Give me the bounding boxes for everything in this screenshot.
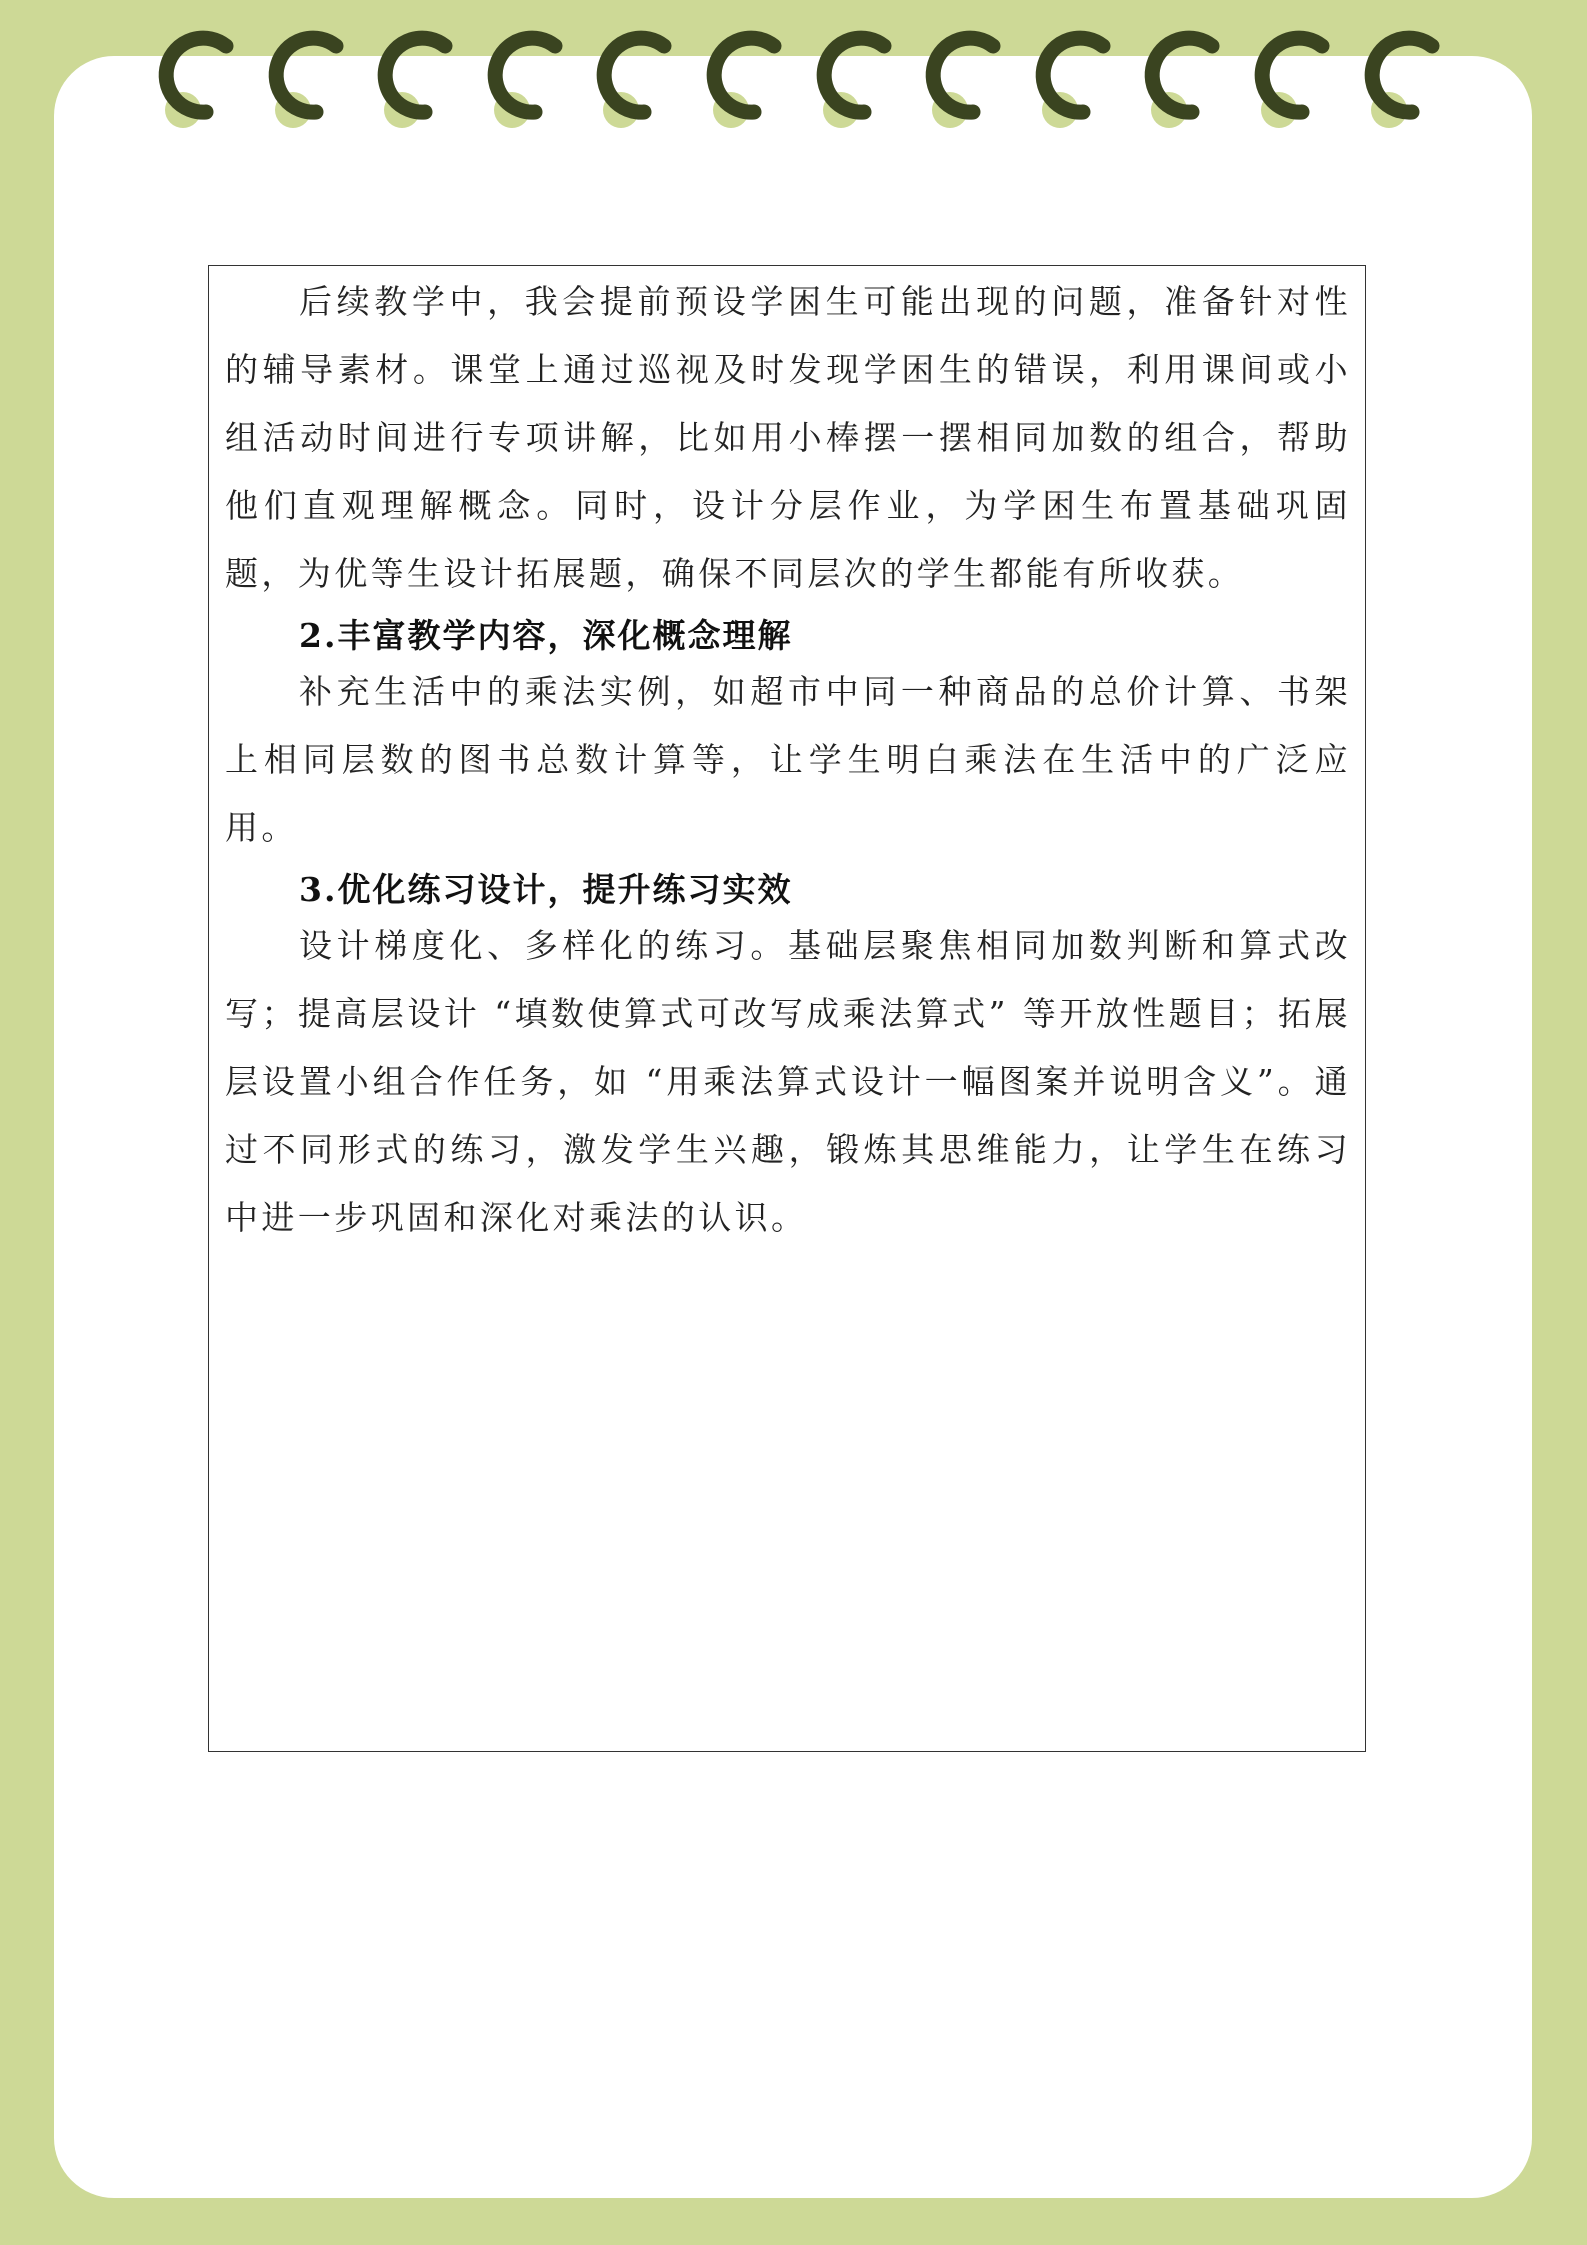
paragraph-section-3: 设计梯度化、多样化的练习。基础层聚焦相同加数判断和算式改写；提高层设计 “填数使算式可改写成乘法算式” 等开放性题目；拓展层设置小组合作任务，如 “用乘法算式设计一幅图案并说明含义”。通过不同形式的练习，激发学生兴趣，锻炼其思维能力，让学生在练习中进一步巩固和深化对乘法的认识。 bbox=[225, 926, 1351, 1237]
binding-ring-icon bbox=[252, 28, 350, 128]
binding-ring-icon bbox=[471, 28, 569, 128]
text-frame bbox=[208, 265, 1366, 1752]
binding-ring-icon bbox=[909, 28, 1007, 128]
binding-ring-icon bbox=[800, 28, 898, 128]
binding-ring-icon bbox=[1238, 28, 1336, 128]
binding-ring-icon bbox=[142, 28, 240, 128]
spiral-binding bbox=[0, 0, 1587, 170]
binding-ring-icon bbox=[580, 28, 678, 128]
binding-ring-icon bbox=[1128, 28, 1226, 128]
paragraph-section-2: 补充生活中的乘法实例，如超市中同一种商品的总价计算、书架上相同层数的图书总数计算等，让学生明白乘法在生活中的广泛应用。 bbox=[225, 672, 1351, 847]
section-heading-2: 2.丰富教学内容，深化概念理解 bbox=[299, 616, 793, 655]
binding-ring-icon bbox=[361, 28, 459, 128]
binding-ring-icon bbox=[1348, 28, 1446, 128]
binding-ring-icon bbox=[690, 28, 788, 128]
section-heading-3: 3.优化练习设计，提升练习实效 bbox=[299, 870, 793, 909]
binding-ring-icon bbox=[1019, 28, 1117, 128]
paragraph-intro: 后续教学中，我会提前预设学困生可能出现的问题，准备针对性的辅导素材。课堂上通过巡视及时发现学困生的错误，利用课间或小组活动时间进行专项讲解，比如用小棒摆一摆相同加数的组合，帮助他们直观理解概念。同时，设计分层作业，为学困生布置基础巩固题，为优等生设计拓展题，确保不同层次的学生都能有所收获。 bbox=[225, 282, 1351, 593]
